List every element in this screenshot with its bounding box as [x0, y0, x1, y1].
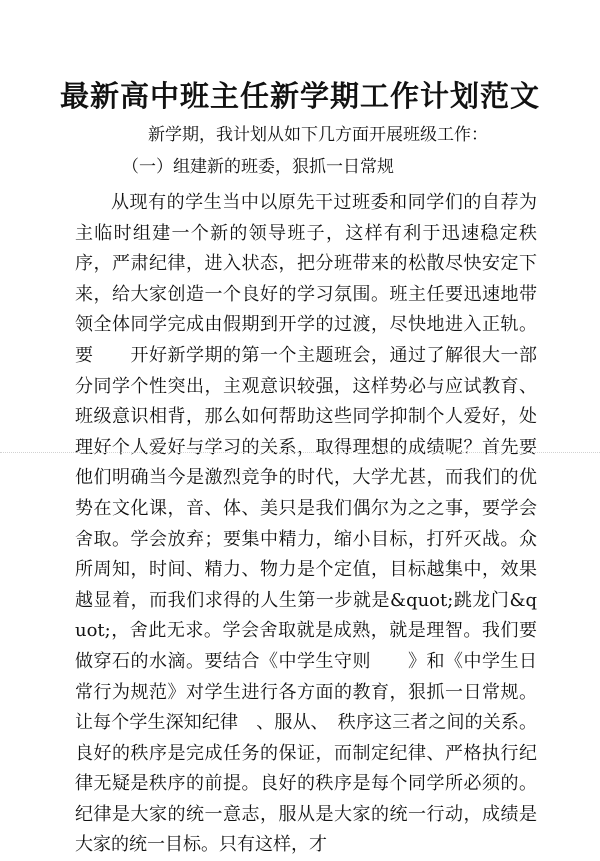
section-heading: （一）组建新的班委，狠抓一日常规: [122, 157, 394, 177]
intro-paragraph: 新学期，我计划从如下几方面开展班级工作：: [148, 125, 488, 145]
page-fold-divider: [0, 452, 600, 453]
body-paragraph: 从现有的学生当中以原先干过班委和同学们的自荐为主临时组建一个新的领导班子，这样有利于迅速稳定秩序，严肃纪律，进入状态，把分班带来的松散尽快安定下来，给大家创造一个良好的学习氛围。班主任要迅速地带领全体同学完成由假期到开学的过渡，尽快地进入正轨。要 开好新学期的第一个主题班会，通过了解很大一部分同学个性突出，主观意识较强，这样势必与应试教育、班级意识相背，那么如何帮助这些同学抑制个人爱好，处理好个人爱好与学习的关系，取得理想的成绩呢？首先要他们明确当今是激烈竞争的时代，大学尤甚，而我们的优势在文化课，音、体、美只是我们偶尔为之之事，要学会舍取。学会放弃；要集中精力，缩小目标，打歼灭战。众所周知，时间、精力、物力是个定值，目标越集中，效果越显着，而我们求得的人生第一步就是&quot;跳龙门&quot;，舍此无求。学会舍取就是成熟，就是理智。我们要做穿石的水滴。要结合《中学生守则 》和《中学生日常行为规范》对学生进行各方面的教育，狠抓一日常规。让每个学生深知纪律 、服从、 秩序这三者之间的关系。良好的秩序是完成任务的保证，而制定纪律、严格执行纪律无疑是秩序的前提。良好的秩序是每个同学所必须的。纪律是大家的统一意志，服从是大家的统一行动，成绩是大家的统一目标。只有这样，才: [75, 192, 537, 856]
document-title: 最新高中班主任新学期工作计划范文: [59, 79, 540, 113]
